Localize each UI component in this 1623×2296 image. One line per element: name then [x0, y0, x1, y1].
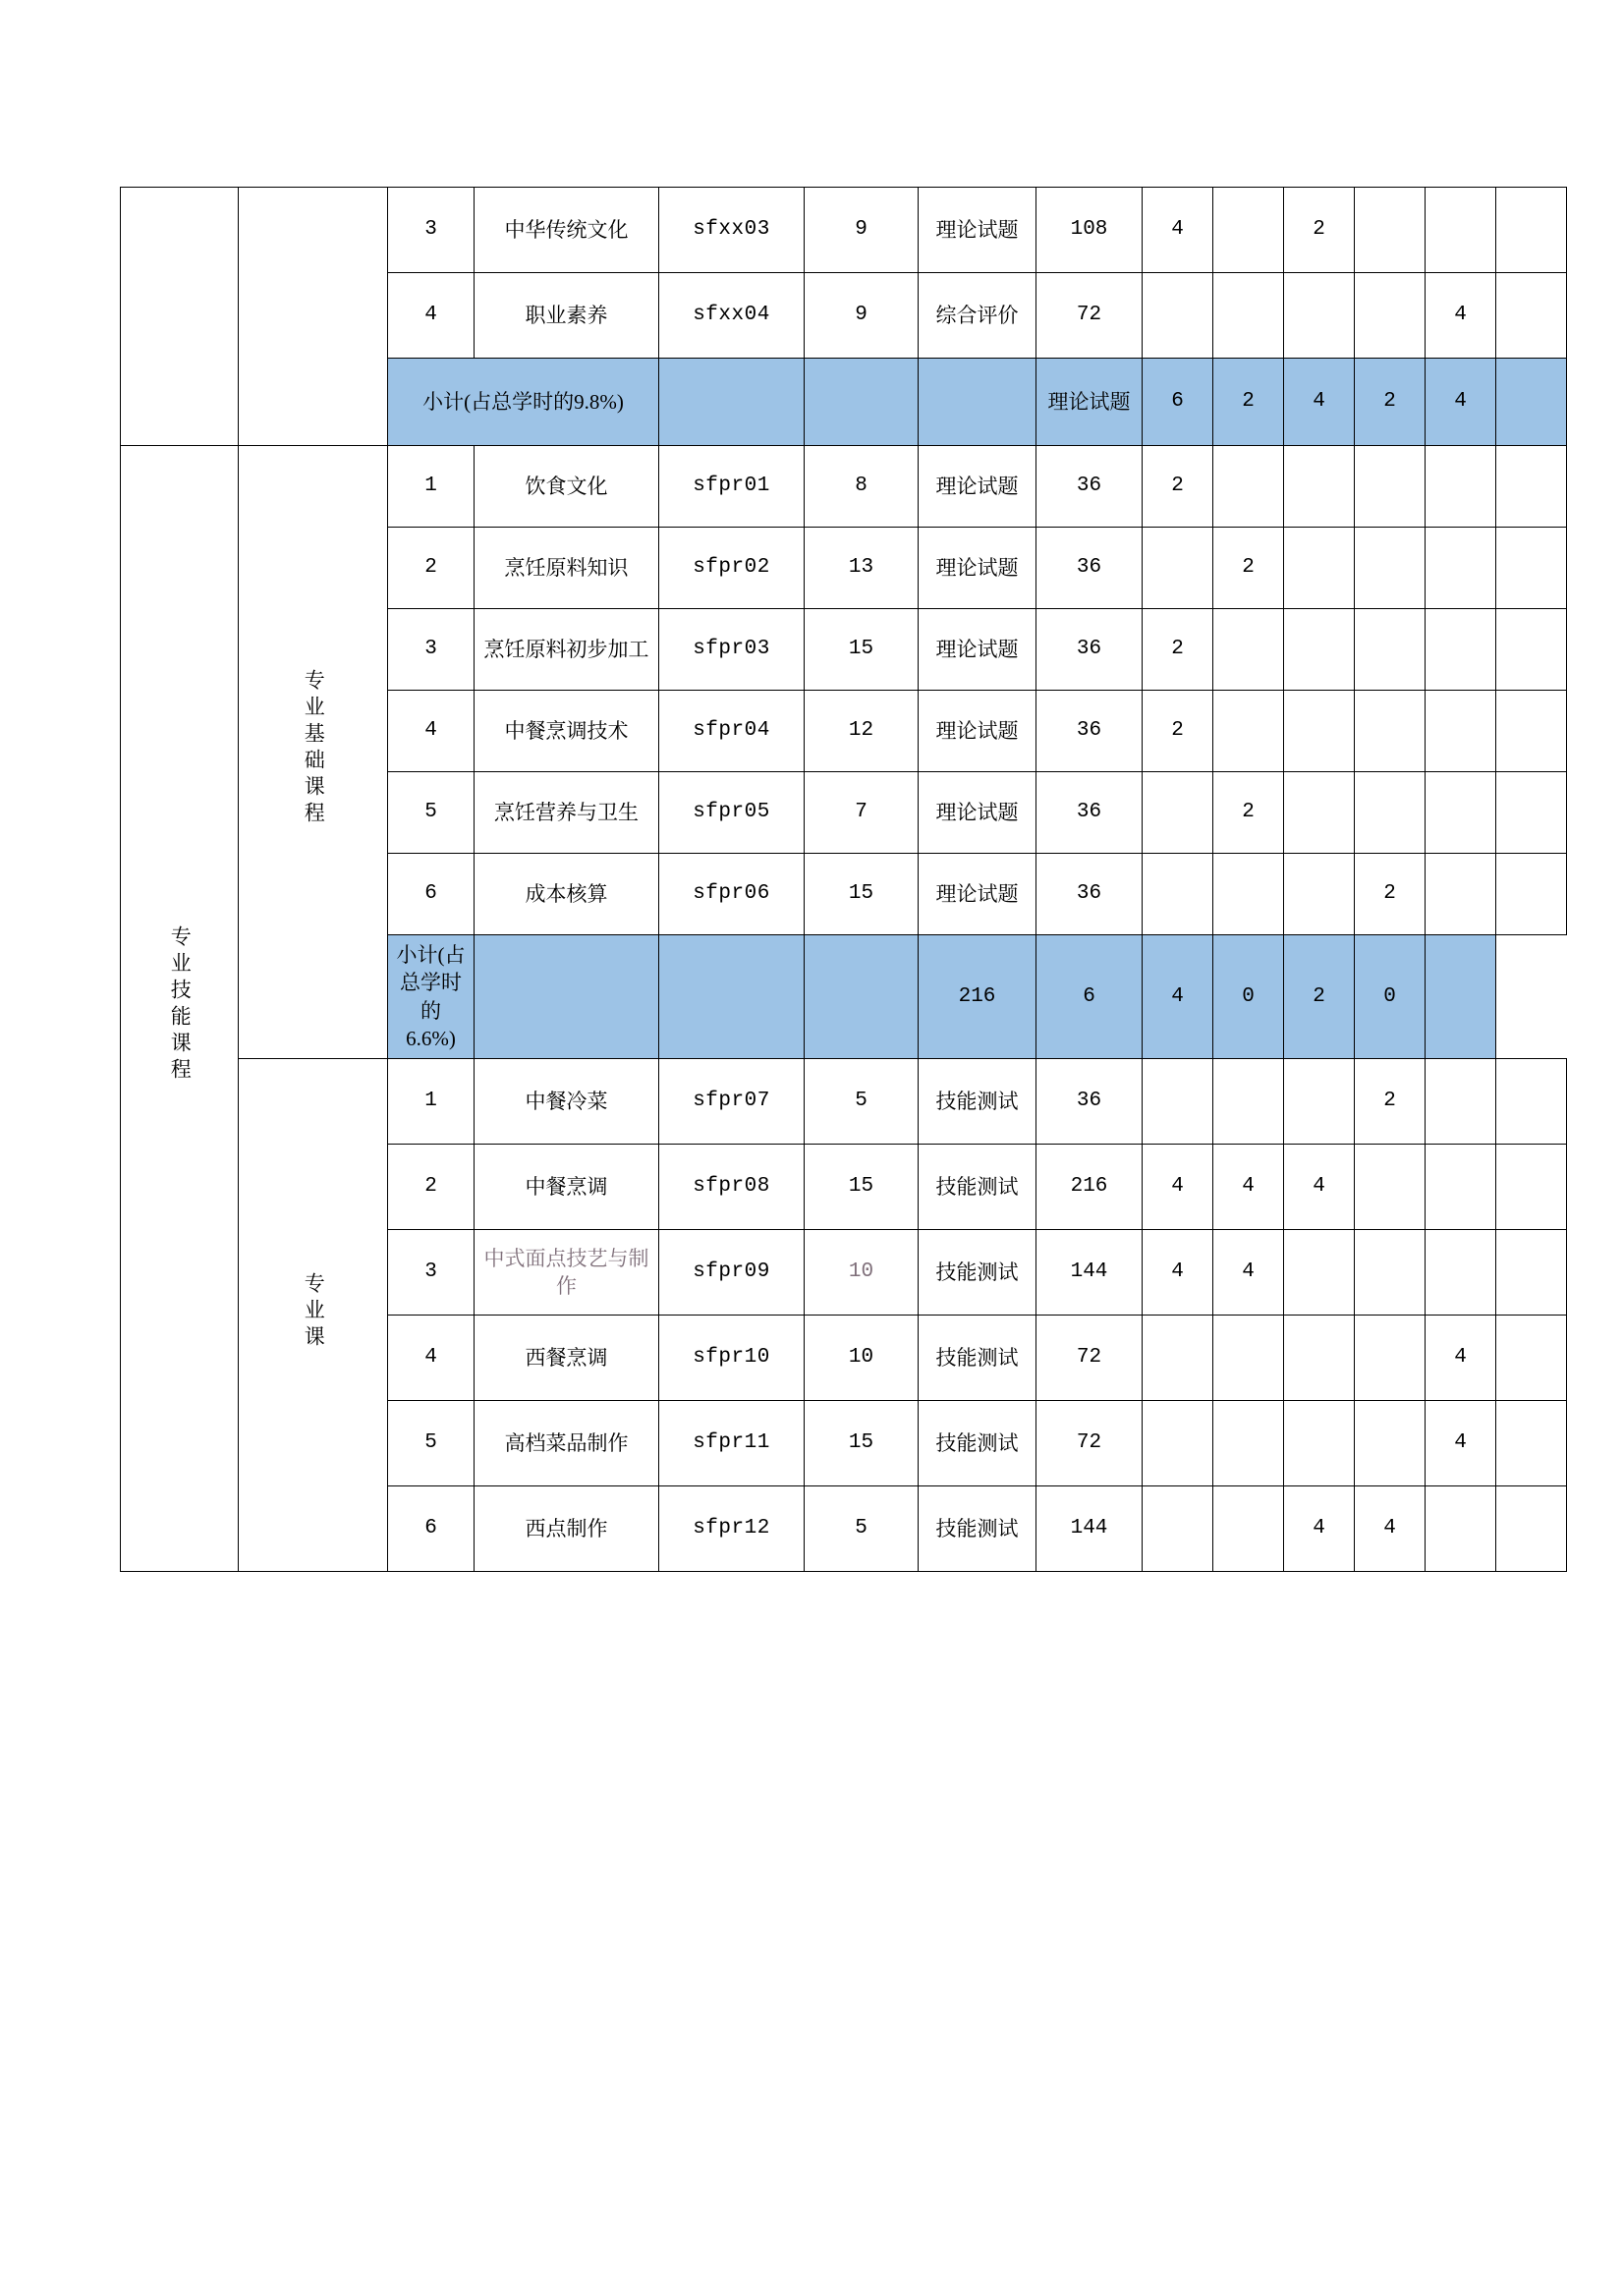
- term-5-hours: [1426, 691, 1496, 772]
- subcategory-professional-basic: [239, 446, 388, 1059]
- term-2-hours: [1213, 1059, 1284, 1145]
- term-3-hours: 4: [1284, 1145, 1355, 1230]
- total-hours: 36: [1036, 528, 1143, 609]
- term-5-hours: [1426, 854, 1496, 935]
- term-4-hours: [1355, 188, 1426, 273]
- course-code: sfpr04: [659, 691, 805, 772]
- subcategory-cell-empty: [239, 188, 388, 446]
- category-professional-skill: [121, 446, 239, 1572]
- table-row: [121, 1059, 1567, 1145]
- course-code: sfpr06: [659, 854, 805, 935]
- term-4-hours: [1355, 691, 1426, 772]
- course-credit: 8: [805, 446, 919, 528]
- course-credit: 5: [805, 1486, 919, 1572]
- course-credit: 5: [805, 1059, 919, 1145]
- term-5-hours: [1426, 1059, 1496, 1145]
- subtotal-term-5: 4: [1426, 359, 1496, 446]
- course-credit: 9: [805, 188, 919, 273]
- term-2-hours: [1213, 854, 1284, 935]
- course-credit: 15: [805, 1401, 919, 1486]
- term-2-hours: [1213, 1401, 1284, 1486]
- course-name: 烹饪原料初步加工: [475, 609, 659, 691]
- term-1-hours: [1143, 854, 1213, 935]
- subtotal-assess: [919, 359, 1036, 446]
- course-name: 成本核算: [475, 854, 659, 935]
- subtotal-term-2: 4: [1143, 935, 1213, 1059]
- term-4-hours: [1355, 273, 1426, 359]
- category-label: 专业技能课程: [168, 925, 193, 1086]
- subtotal-term-5: 0: [1355, 935, 1426, 1059]
- term-3-hours: [1284, 1230, 1355, 1316]
- subtotal-term-1: 6: [1143, 359, 1213, 446]
- assessment-method: 技能测试: [919, 1316, 1036, 1401]
- term-5-hours: [1426, 1145, 1496, 1230]
- course-code: sfpr03: [659, 609, 805, 691]
- category-cell-empty: [121, 188, 239, 446]
- course-code: sfxx04: [659, 273, 805, 359]
- course-credit: 15: [805, 609, 919, 691]
- row-index: 4: [388, 273, 475, 359]
- term-4-hours: [1355, 528, 1426, 609]
- subcategory-label: 专业课: [302, 1271, 326, 1352]
- course-code: sfpr08: [659, 1145, 805, 1230]
- term-5-hours: [1426, 772, 1496, 854]
- assessment-method: 理论试题: [919, 854, 1036, 935]
- assessment-method: 理论试题: [919, 772, 1036, 854]
- course-credit: 7: [805, 772, 919, 854]
- subcategory-professional-major: [239, 1059, 388, 1572]
- course-credit: 10: [805, 1230, 919, 1316]
- term-3-hours: [1284, 273, 1355, 359]
- term-6-hours: [1496, 691, 1567, 772]
- row-index: 2: [388, 1145, 475, 1230]
- subtotal-credit: [659, 935, 805, 1059]
- term-4-hours: 2: [1355, 1059, 1426, 1145]
- row-index: 1: [388, 446, 475, 528]
- term-1-hours: [1143, 1486, 1213, 1572]
- term-4-hours: [1355, 772, 1426, 854]
- subtotal-term-4: 2: [1284, 935, 1355, 1059]
- row-index: 2: [388, 528, 475, 609]
- assessment-method: 技能测试: [919, 1145, 1036, 1230]
- course-credit: 10: [805, 1316, 919, 1401]
- term-1-hours: 4: [1143, 188, 1213, 273]
- term-2-hours: [1213, 188, 1284, 273]
- term-6-hours: [1496, 854, 1567, 935]
- total-hours: 36: [1036, 609, 1143, 691]
- term-6-hours: [1496, 609, 1567, 691]
- term-4-hours: [1355, 1230, 1426, 1316]
- term-3-hours: [1284, 691, 1355, 772]
- total-hours: 36: [1036, 446, 1143, 528]
- term-5-hours: [1426, 609, 1496, 691]
- term-2-hours: 2: [1213, 772, 1284, 854]
- course-code: sfpr07: [659, 1059, 805, 1145]
- course-name: 中餐烹调技术: [475, 691, 659, 772]
- course-name: 西餐烹调: [475, 1316, 659, 1401]
- term-3-hours: 4: [1284, 1486, 1355, 1572]
- total-hours: 108: [1036, 188, 1143, 273]
- total-hours: 144: [1036, 1486, 1143, 1572]
- term-1-hours: 4: [1143, 1230, 1213, 1316]
- course-name: 高档菜品制作: [475, 1401, 659, 1486]
- term-2-hours: [1213, 1316, 1284, 1401]
- course-name: 烹饪原料知识: [475, 528, 659, 609]
- term-6-hours: [1496, 1145, 1567, 1230]
- term-4-hours: [1355, 1316, 1426, 1401]
- total-hours: 72: [1036, 1401, 1143, 1486]
- course-credit: 13: [805, 528, 919, 609]
- term-4-hours: 2: [1355, 854, 1426, 935]
- term-3-hours: [1284, 1316, 1355, 1401]
- term-1-hours: 4: [1143, 1145, 1213, 1230]
- subtotal-hours: 理论试题: [1036, 359, 1143, 446]
- subtotal-term-3: 4: [1284, 359, 1355, 446]
- row-index: 4: [388, 691, 475, 772]
- term-6-hours: [1496, 1059, 1567, 1145]
- subtotal-hours: 216: [919, 935, 1036, 1059]
- assessment-method: 综合评价: [919, 273, 1036, 359]
- term-5-hours: 4: [1426, 273, 1496, 359]
- term-3-hours: [1284, 528, 1355, 609]
- row-index: 5: [388, 772, 475, 854]
- row-index: 4: [388, 1316, 475, 1401]
- term-1-hours: [1143, 1059, 1213, 1145]
- assessment-method: 技能测试: [919, 1230, 1036, 1316]
- course-credit: 15: [805, 1145, 919, 1230]
- term-2-hours: 2: [1213, 528, 1284, 609]
- assessment-method: 理论试题: [919, 691, 1036, 772]
- course-code: sfpr11: [659, 1401, 805, 1486]
- term-1-hours: [1143, 528, 1213, 609]
- term-1-hours: [1143, 772, 1213, 854]
- term-5-hours: 4: [1426, 1316, 1496, 1401]
- subtotal-label: 小计(占总学时的6.6%): [388, 935, 475, 1059]
- course-name: 西点制作: [475, 1486, 659, 1572]
- total-hours: 36: [1036, 772, 1143, 854]
- course-name: 中餐冷菜: [475, 1059, 659, 1145]
- course-code: sfpr12: [659, 1486, 805, 1572]
- term-6-hours: [1496, 1316, 1567, 1401]
- term-2-hours: 4: [1213, 1145, 1284, 1230]
- term-4-hours: [1355, 446, 1426, 528]
- term-3-hours: [1284, 772, 1355, 854]
- course-name: 职业素养: [475, 273, 659, 359]
- term-6-hours: [1496, 1230, 1567, 1316]
- total-hours: 216: [1036, 1145, 1143, 1230]
- term-3-hours: [1284, 609, 1355, 691]
- subtotal-label: 小计(占总学时的9.8%): [388, 359, 659, 446]
- row-index: 1: [388, 1059, 475, 1145]
- term-2-hours: [1213, 691, 1284, 772]
- term-6-hours: [1496, 772, 1567, 854]
- term-6-hours: [1496, 188, 1567, 273]
- term-3-hours: [1284, 854, 1355, 935]
- total-hours: 36: [1036, 854, 1143, 935]
- term-4-hours: [1355, 1145, 1426, 1230]
- row-index: 5: [388, 1401, 475, 1486]
- assessment-method: 技能测试: [919, 1401, 1036, 1486]
- course-name: 烹饪营养与卫生: [475, 772, 659, 854]
- term-3-hours: [1284, 1401, 1355, 1486]
- subtotal-code: [659, 359, 805, 446]
- table-row: [121, 446, 1567, 528]
- course-code: sfpr01: [659, 446, 805, 528]
- course-credit: 15: [805, 854, 919, 935]
- total-hours: 72: [1036, 273, 1143, 359]
- row-index: 6: [388, 854, 475, 935]
- table-row: [121, 188, 1567, 273]
- term-5-hours: [1426, 188, 1496, 273]
- term-6-hours: [1496, 446, 1567, 528]
- row-index: 6: [388, 1486, 475, 1572]
- term-6-hours: [1496, 1401, 1567, 1486]
- term-6-hours: [1496, 273, 1567, 359]
- assessment-method: 理论试题: [919, 609, 1036, 691]
- course-credit: 12: [805, 691, 919, 772]
- subtotal-code: [475, 935, 659, 1059]
- term-5-hours: [1426, 446, 1496, 528]
- term-3-hours: 2: [1284, 188, 1355, 273]
- term-2-hours: [1213, 1486, 1284, 1572]
- term-4-hours: [1355, 609, 1426, 691]
- course-code: sfxx03: [659, 188, 805, 273]
- subtotal-term-6: [1426, 935, 1496, 1059]
- course-code: sfpr02: [659, 528, 805, 609]
- term-3-hours: [1284, 446, 1355, 528]
- subtotal-credit: [805, 359, 919, 446]
- term-4-hours: [1355, 1401, 1426, 1486]
- assessment-method: 技能测试: [919, 1486, 1036, 1572]
- row-index: 3: [388, 1230, 475, 1316]
- total-hours: 36: [1036, 691, 1143, 772]
- course-code: sfpr05: [659, 772, 805, 854]
- term-1-hours: 2: [1143, 446, 1213, 528]
- subtotal-term-4: 2: [1355, 359, 1426, 446]
- course-name: 中式面点技艺与制作: [475, 1230, 659, 1316]
- course-code: sfpr09: [659, 1230, 805, 1316]
- assessment-method: 理论试题: [919, 528, 1036, 609]
- term-2-hours: [1213, 446, 1284, 528]
- curriculum-table: [120, 187, 1567, 1572]
- term-4-hours: 4: [1355, 1486, 1426, 1572]
- term-1-hours: 2: [1143, 691, 1213, 772]
- term-1-hours: [1143, 1401, 1213, 1486]
- course-credit: 9: [805, 273, 919, 359]
- term-5-hours: [1426, 1486, 1496, 1572]
- term-1-hours: [1143, 1316, 1213, 1401]
- term-5-hours: [1426, 1230, 1496, 1316]
- subtotal-assess: [805, 935, 919, 1059]
- row-index: 3: [388, 609, 475, 691]
- curriculum-table-container: [120, 187, 1507, 1572]
- assessment-method: 技能测试: [919, 1059, 1036, 1145]
- subtotal-term-6: [1496, 359, 1567, 446]
- term-6-hours: [1496, 528, 1567, 609]
- subcategory-label: 专业基础课程: [302, 669, 326, 829]
- course-name: 中餐烹调: [475, 1145, 659, 1230]
- term-5-hours: 4: [1426, 1401, 1496, 1486]
- term-5-hours: [1426, 528, 1496, 609]
- assessment-method: 理论试题: [919, 446, 1036, 528]
- row-index: 3: [388, 188, 475, 273]
- course-name: 饮食文化: [475, 446, 659, 528]
- course-name: 中华传统文化: [475, 188, 659, 273]
- total-hours: 144: [1036, 1230, 1143, 1316]
- assessment-method: 理论试题: [919, 188, 1036, 273]
- term-2-hours: [1213, 273, 1284, 359]
- term-1-hours: 2: [1143, 609, 1213, 691]
- subtotal-term-3: 0: [1213, 935, 1284, 1059]
- subtotal-term-1: 6: [1036, 935, 1143, 1059]
- subtotal-term-2: 2: [1213, 359, 1284, 446]
- course-code: sfpr10: [659, 1316, 805, 1401]
- term-3-hours: [1284, 1059, 1355, 1145]
- total-hours: 36: [1036, 1059, 1143, 1145]
- term-2-hours: 4: [1213, 1230, 1284, 1316]
- term-1-hours: [1143, 273, 1213, 359]
- total-hours: 72: [1036, 1316, 1143, 1401]
- term-6-hours: [1496, 1486, 1567, 1572]
- term-2-hours: [1213, 609, 1284, 691]
